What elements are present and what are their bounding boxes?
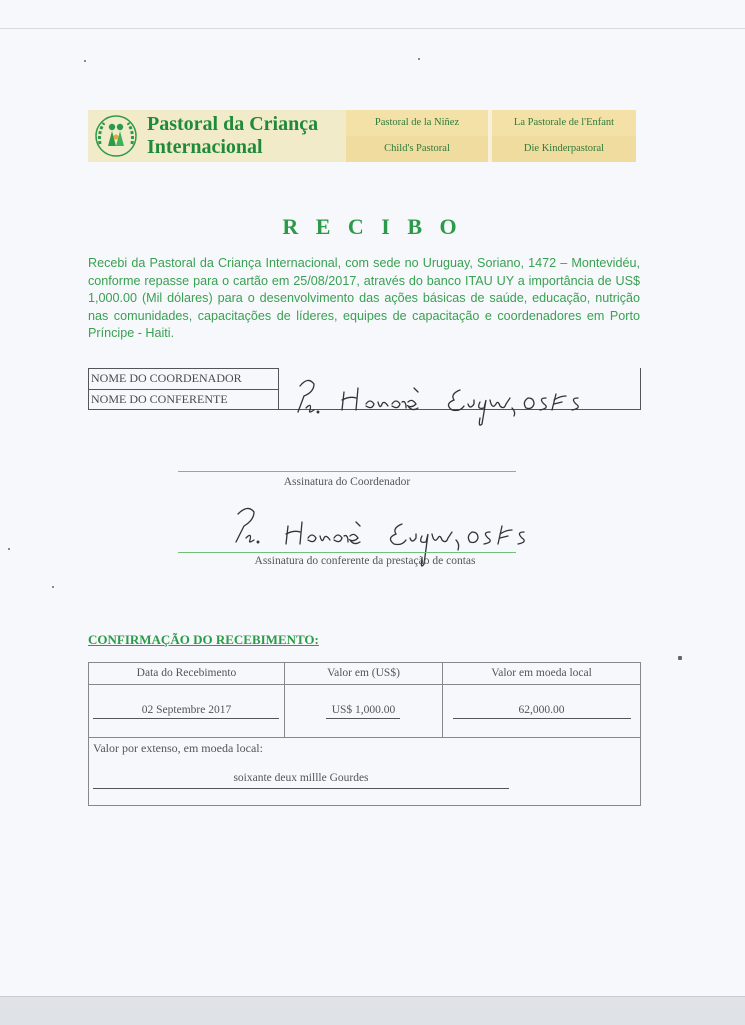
scan-speck xyxy=(418,58,420,60)
value-underline xyxy=(453,718,631,719)
band-english: Child's Pastoral xyxy=(384,143,450,154)
organization-name xyxy=(147,113,318,159)
reviewer-signature-line xyxy=(178,552,516,553)
box-border xyxy=(88,368,278,369)
scan-speck xyxy=(84,60,86,62)
organization-name-line1: Pastoral da Criança xyxy=(147,113,319,135)
amount-in-words-value: soixante deux millle Gourdes xyxy=(233,772,369,784)
confirmation-title: CONFIRMAÇÃO DO RECEBIMENTO: xyxy=(88,632,319,647)
organization-name-line2: Internacional xyxy=(147,136,263,158)
column-header-usd: Valor em (US$) xyxy=(327,667,400,679)
local-currency-value: 62,000.00 xyxy=(518,704,565,716)
usd-value: US$ 1,000.00 xyxy=(331,704,396,716)
box-border xyxy=(640,368,641,410)
coordinator-signature-line xyxy=(178,471,516,472)
scan-speck xyxy=(52,586,54,588)
coordinator-box xyxy=(88,368,641,410)
table-rule xyxy=(89,737,640,738)
band-german: Die Kinderpastoral xyxy=(523,143,605,154)
language-bands xyxy=(346,110,636,162)
box-border xyxy=(88,389,278,390)
receipt-statement: Recebi da Pastoral da Criança Internacional, com sede no Uruguay, Soriano, 1472 – Montevidéu, conforme repasse para o cartão em 25/08/2017, através do banco ITAU UY a importância de US$ 1,000.00 (Mil dólares) para o desenvolvimento das ações básicas de saúde, educação, nutrição nas comunidades, capacitações de líderes, equipes de capacitação e coordenadores em Porto Príncipe - Haiti. xyxy=(88,256,640,340)
band-spanish: Pastoral de la Niñez xyxy=(374,117,460,128)
value-underline xyxy=(93,718,279,719)
table-rule xyxy=(89,684,640,685)
scan-top-edge xyxy=(0,28,745,29)
scan-speck xyxy=(678,656,682,660)
scan-speck xyxy=(8,548,10,550)
amount-in-words-underline xyxy=(93,788,509,789)
coordinator-signature-caption: Assinatura do Coordenador xyxy=(283,476,411,488)
column-header-local: Valor em moeda local xyxy=(491,667,592,679)
handwritten-name-signature xyxy=(284,370,634,428)
letterhead xyxy=(88,110,636,162)
amount-in-words-label: Valor por extenso, em moeda local: xyxy=(93,741,263,755)
date-received-value: 02 Septembre 2017 xyxy=(141,704,232,716)
document-title: R E C I B O xyxy=(282,214,463,239)
coordinator-label: NOME DO COORDENADOR xyxy=(91,371,242,385)
scan-bottom-edge xyxy=(0,996,745,1025)
column-header-date: Data do Recebimento xyxy=(136,667,237,679)
box-border xyxy=(278,368,279,410)
reviewer-signature-caption: Assinatura do conferente da prestação de contas xyxy=(254,555,476,567)
pastoral-children-logo-icon xyxy=(94,114,138,158)
handwritten-signature xyxy=(222,500,572,584)
confirmation-table xyxy=(88,662,641,806)
value-underline xyxy=(326,718,400,719)
band-divider xyxy=(488,110,492,162)
band-french: La Pastorale de l'Enfant xyxy=(513,117,615,128)
reviewer-label: NOME DO CONFERENTE xyxy=(91,392,228,406)
